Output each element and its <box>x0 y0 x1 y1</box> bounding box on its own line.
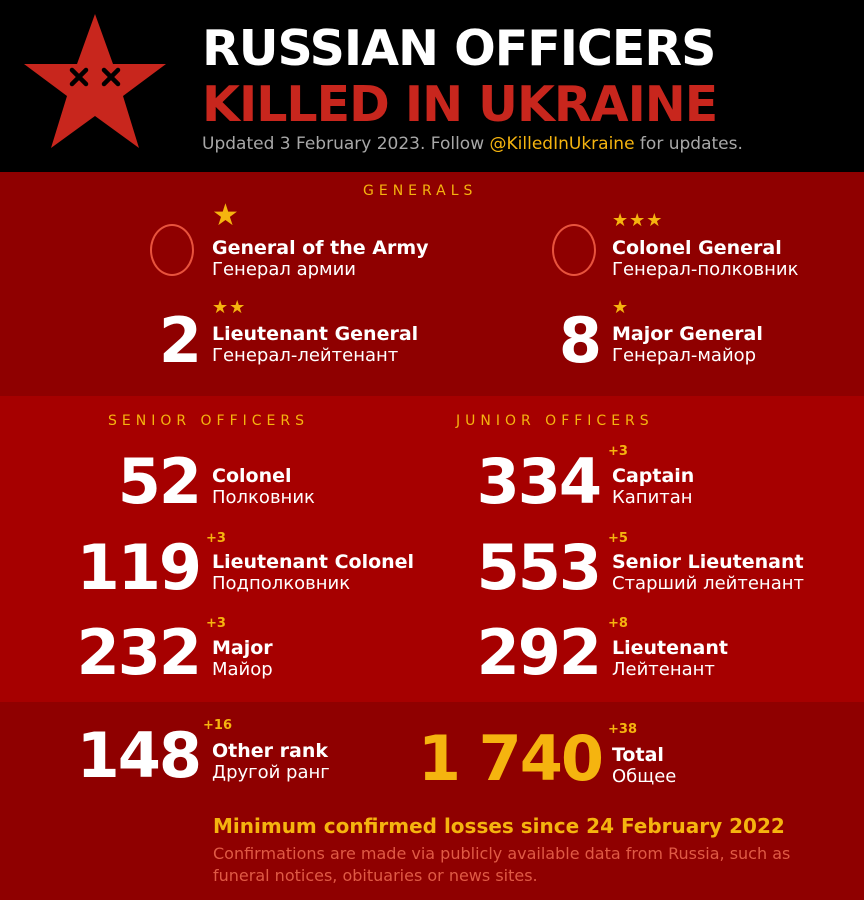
delta-captain: +3 <box>608 444 628 459</box>
count-lieutenant-general: 2 <box>158 304 200 377</box>
footer-note: Confirmations are made via publicly available data from Russia, such as funeral notices, obituaries or news sites. <box>213 844 791 885</box>
rank-lieutenant-ru: Лейтенант <box>612 659 715 680</box>
rank-colonel: Colonel <box>212 465 292 487</box>
count-senior-lieutenant: 553 <box>476 531 600 604</box>
star-icon: ★★ <box>212 297 247 318</box>
rank-major-general-ru: Генерал-майор <box>612 345 757 366</box>
delta-senior-lieutenant: +5 <box>608 531 628 546</box>
updated-text <box>202 134 743 154</box>
rank-senior-lieutenant: Senior Lieutenant <box>612 551 804 573</box>
rank-other: Other rank <box>212 740 328 762</box>
rank-senior-lieutenant-ru: Старший лейтенант <box>612 573 804 594</box>
count-lieutenant-colonel: 119 <box>76 531 200 604</box>
rank-lieutenant-general: Lieutenant General <box>212 323 419 345</box>
rank-colonel-general-ru: Генерал-полковник <box>612 259 799 280</box>
rank-colonel-ru: Полковник <box>212 487 315 508</box>
rank-captain: Captain <box>612 465 695 487</box>
junior-officers-label: JUNIOR OFFICERS <box>456 413 654 429</box>
delta-major: +3 <box>206 616 226 631</box>
rank-colonel-general: Colonel General <box>612 237 782 259</box>
updated-prefix: Updated 3 February 2023. Follow <box>202 134 490 154</box>
rank-major-general: Major General <box>612 323 763 345</box>
rank-other-ru: Другой ранг <box>212 762 330 783</box>
rank-lieutenant-general-ru: Генерал-лейтенант <box>212 345 399 366</box>
star-icon: ★★★ <box>612 210 664 231</box>
count-major: 232 <box>76 616 200 689</box>
rank-total-ru: Общее <box>612 766 677 787</box>
rank-major-ru: Майор <box>212 659 273 680</box>
rank-lieutenant-colonel: Lieutenant Colonel <box>212 551 415 573</box>
rank-general-of-the-army: General of the Army <box>212 237 429 259</box>
delta-lieutenant: +8 <box>608 616 628 631</box>
title-line-1: RUSSIAN OFFICERS <box>202 20 716 77</box>
twitter-handle-link[interactable]: @KilledInUkraine <box>489 134 635 154</box>
delta-other-rank: +16 <box>203 718 232 733</box>
count-other-rank: 148 <box>76 719 200 792</box>
star-icon: ★ <box>212 198 240 233</box>
delta-lieutenant-colonel: +3 <box>206 531 226 546</box>
red-star-with-x-eyes-icon <box>20 12 170 152</box>
updated-suffix: for updates. <box>634 134 743 154</box>
generals-label: GENERALS <box>363 183 478 199</box>
rank-captain-ru: Капитан <box>612 487 693 508</box>
count-colonel: 52 <box>117 445 200 518</box>
count-total: 1 740 <box>417 722 602 795</box>
rank-lieutenant: Lieutenant <box>612 637 728 659</box>
header <box>0 0 864 172</box>
rank-total: Total <box>612 744 664 766</box>
zero-count-oval <box>552 224 596 276</box>
count-captain: 334 <box>476 445 600 518</box>
delta-total: +38 <box>608 722 637 737</box>
title-line-2: KILLED IN UKRAINE <box>202 76 718 133</box>
rank-major: Major <box>212 637 273 659</box>
rank-lieutenant-colonel-ru: Подполковник <box>212 573 351 594</box>
senior-officers-label: SENIOR OFFICERS <box>108 413 310 429</box>
footer-headline: Minimum confirmed losses since 24 February 2022 <box>213 814 785 838</box>
zero-count-oval <box>150 224 194 276</box>
count-major-general: 8 <box>558 304 600 377</box>
rank-general-of-the-army-ru: Генерал армии <box>212 259 357 280</box>
count-lieutenant: 292 <box>476 616 600 689</box>
star-icon: ★ <box>612 297 630 318</box>
